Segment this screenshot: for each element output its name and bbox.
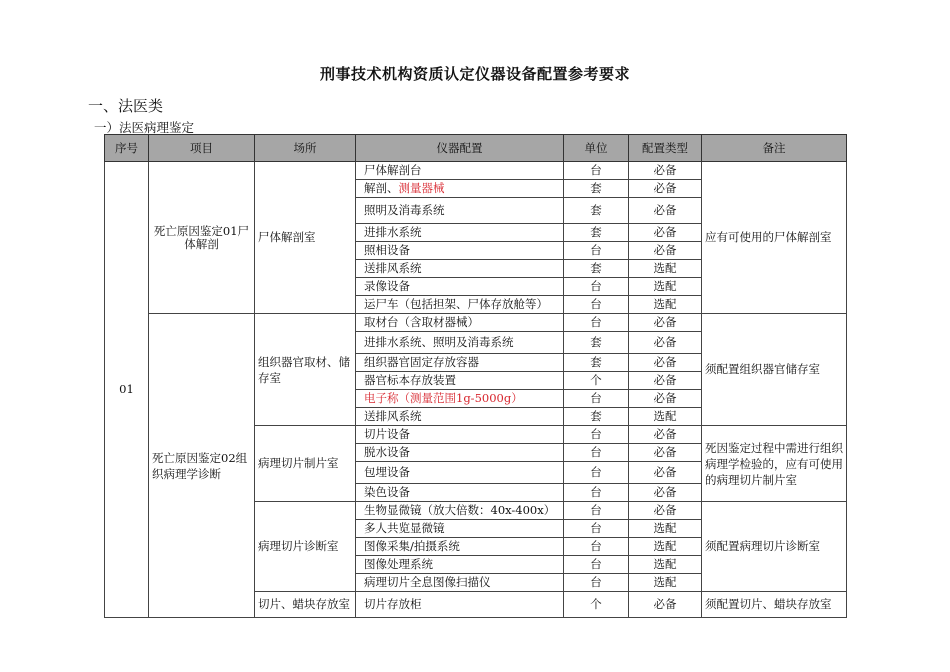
serial-cell: 01 — [105, 162, 149, 618]
unit-cell: 台 — [564, 502, 629, 520]
header-project: 项目 — [149, 135, 255, 162]
unit-cell: 台 — [564, 462, 629, 484]
table-header-row — [105, 135, 847, 162]
config-type-cell: 必备 — [629, 484, 702, 502]
config-type-cell: 必备 — [629, 242, 702, 260]
project-cell: 死亡原因鉴定02组织病理学诊断 — [149, 314, 255, 618]
unit-cell: 套 — [564, 224, 629, 242]
place-cell: 病理切片诊断室 — [255, 502, 356, 592]
config-type-cell: 必备 — [629, 198, 702, 224]
config-type-cell: 选配 — [629, 408, 702, 426]
unit-cell: 台 — [564, 444, 629, 462]
config-type-cell: 必备 — [629, 444, 702, 462]
equipment-name: 图像采集/拍摄系统 — [356, 538, 564, 556]
config-type-cell: 必备 — [629, 502, 702, 520]
section-heading: 一、法医类 — [88, 97, 164, 115]
config-type-cell: 必备 — [629, 354, 702, 372]
config-type-cell: 必备 — [629, 390, 702, 408]
unit-cell: 台 — [564, 484, 629, 502]
equipment-name: 脱水设备 — [356, 444, 564, 462]
highlighted-text: 测量器械 — [398, 181, 445, 195]
header-config-type: 配置类型 — [629, 135, 702, 162]
config-type-cell: 必备 — [629, 332, 702, 354]
unit-cell: 台 — [564, 538, 629, 556]
equipment-name: 取材台（含取材器械） — [356, 314, 564, 332]
equipment-name: 照明及消毒系统 — [356, 198, 564, 224]
equipment-name: 生物显微镜（放大倍数：40x-400x） — [356, 502, 564, 520]
note-cell: 须配置切片、蜡块存放室 — [702, 592, 847, 618]
table-row — [105, 314, 847, 332]
highlighted-text: 电子称（测量范围1g-5000g） — [364, 391, 523, 405]
unit-cell: 台 — [564, 242, 629, 260]
unit-cell: 个 — [564, 592, 629, 618]
config-type-cell: 必备 — [629, 224, 702, 242]
header-unit: 单位 — [564, 135, 629, 162]
equipment-name: 送排风系统 — [356, 408, 564, 426]
unit-cell: 台 — [564, 314, 629, 332]
equipment-name: 图像处理系统 — [356, 556, 564, 574]
unit-cell: 台 — [564, 426, 629, 444]
config-type-cell: 选配 — [629, 538, 702, 556]
config-type-cell: 选配 — [629, 556, 702, 574]
note-cell: 须配置病理切片诊断室 — [702, 502, 847, 592]
config-type-cell: 选配 — [629, 296, 702, 314]
unit-cell: 台 — [564, 390, 629, 408]
equipment-name: 解剖、测量器械 — [356, 180, 564, 198]
unit-cell: 台 — [564, 278, 629, 296]
config-type-cell: 必备 — [629, 592, 702, 618]
place-cell: 组织器官取材、储存室 — [255, 314, 356, 426]
equipment-name: 尸体解剖台 — [356, 162, 564, 180]
equipment-name: 器官标本存放装置 — [356, 372, 564, 390]
config-type-cell: 必备 — [629, 180, 702, 198]
unit-cell: 套 — [564, 408, 629, 426]
place-cell: 切片、蜡块存放室 — [255, 592, 356, 618]
equipment-name: 染色设备 — [356, 484, 564, 502]
equipment-name: 运尸车（包括担架、尸体存放舱等） — [356, 296, 564, 314]
config-type-cell: 必备 — [629, 162, 702, 180]
unit-cell: 套 — [564, 180, 629, 198]
unit-cell: 套 — [564, 354, 629, 372]
unit-cell: 个 — [564, 372, 629, 390]
config-type-cell: 选配 — [629, 520, 702, 538]
equipment-table — [104, 134, 847, 618]
equipment-name: 录像设备 — [356, 278, 564, 296]
table-row — [105, 162, 847, 180]
header-place: 场所 — [255, 135, 356, 162]
config-type-cell: 选配 — [629, 260, 702, 278]
equipment-name: 切片设备 — [356, 426, 564, 444]
unit-cell: 台 — [564, 574, 629, 592]
place-cell: 尸体解剖室 — [255, 162, 356, 314]
note-cell: 须配置组织器官储存室 — [702, 314, 847, 426]
config-type-cell: 选配 — [629, 574, 702, 592]
equipment-name: 进排水系统 — [356, 224, 564, 242]
equipment-name: 包埋设备 — [356, 462, 564, 484]
config-type-cell: 必备 — [629, 314, 702, 332]
config-type-cell: 必备 — [629, 372, 702, 390]
unit-cell: 套 — [564, 332, 629, 354]
config-type-cell: 必备 — [629, 426, 702, 444]
unit-cell: 台 — [564, 520, 629, 538]
unit-cell: 台 — [564, 162, 629, 180]
document-title: 刑事技术机构资质认定仪器设备配置参考要求 — [319, 65, 630, 83]
equipment-name: 切片存放柜 — [356, 592, 564, 618]
place-cell: 病理切片制片室 — [255, 426, 356, 502]
note-cell: 死因鉴定过程中需进行组织病理学检验的，应有可使用的病理切片制片室 — [702, 426, 847, 502]
config-type-cell: 选配 — [629, 278, 702, 296]
config-type-cell: 必备 — [629, 462, 702, 484]
equipment-name — [356, 390, 564, 408]
header-notes: 备注 — [702, 135, 847, 162]
note-cell: 应有可使用的尸体解剖室 — [702, 162, 847, 314]
equipment-name: 照相设备 — [356, 242, 564, 260]
equipment-name: 多人共览显微镜 — [356, 520, 564, 538]
unit-cell: 台 — [564, 296, 629, 314]
subsection-heading: 一）法医病理鉴定 — [94, 120, 195, 135]
equipment-name: 送排风系统 — [356, 260, 564, 278]
equipment-name: 进排水系统、照明及消毒系统 — [356, 332, 564, 354]
project-cell: 死亡原因鉴定01尸体解剖 — [149, 162, 255, 314]
header-serial: 序号 — [105, 135, 149, 162]
equipment-name: 病理切片全息图像扫描仪 — [356, 574, 564, 592]
unit-cell: 套 — [564, 198, 629, 224]
header-equipment: 仪器配置 — [356, 135, 564, 162]
unit-cell: 套 — [564, 260, 629, 278]
unit-cell: 台 — [564, 556, 629, 574]
equipment-name: 组织器官固定存放容器 — [356, 354, 564, 372]
